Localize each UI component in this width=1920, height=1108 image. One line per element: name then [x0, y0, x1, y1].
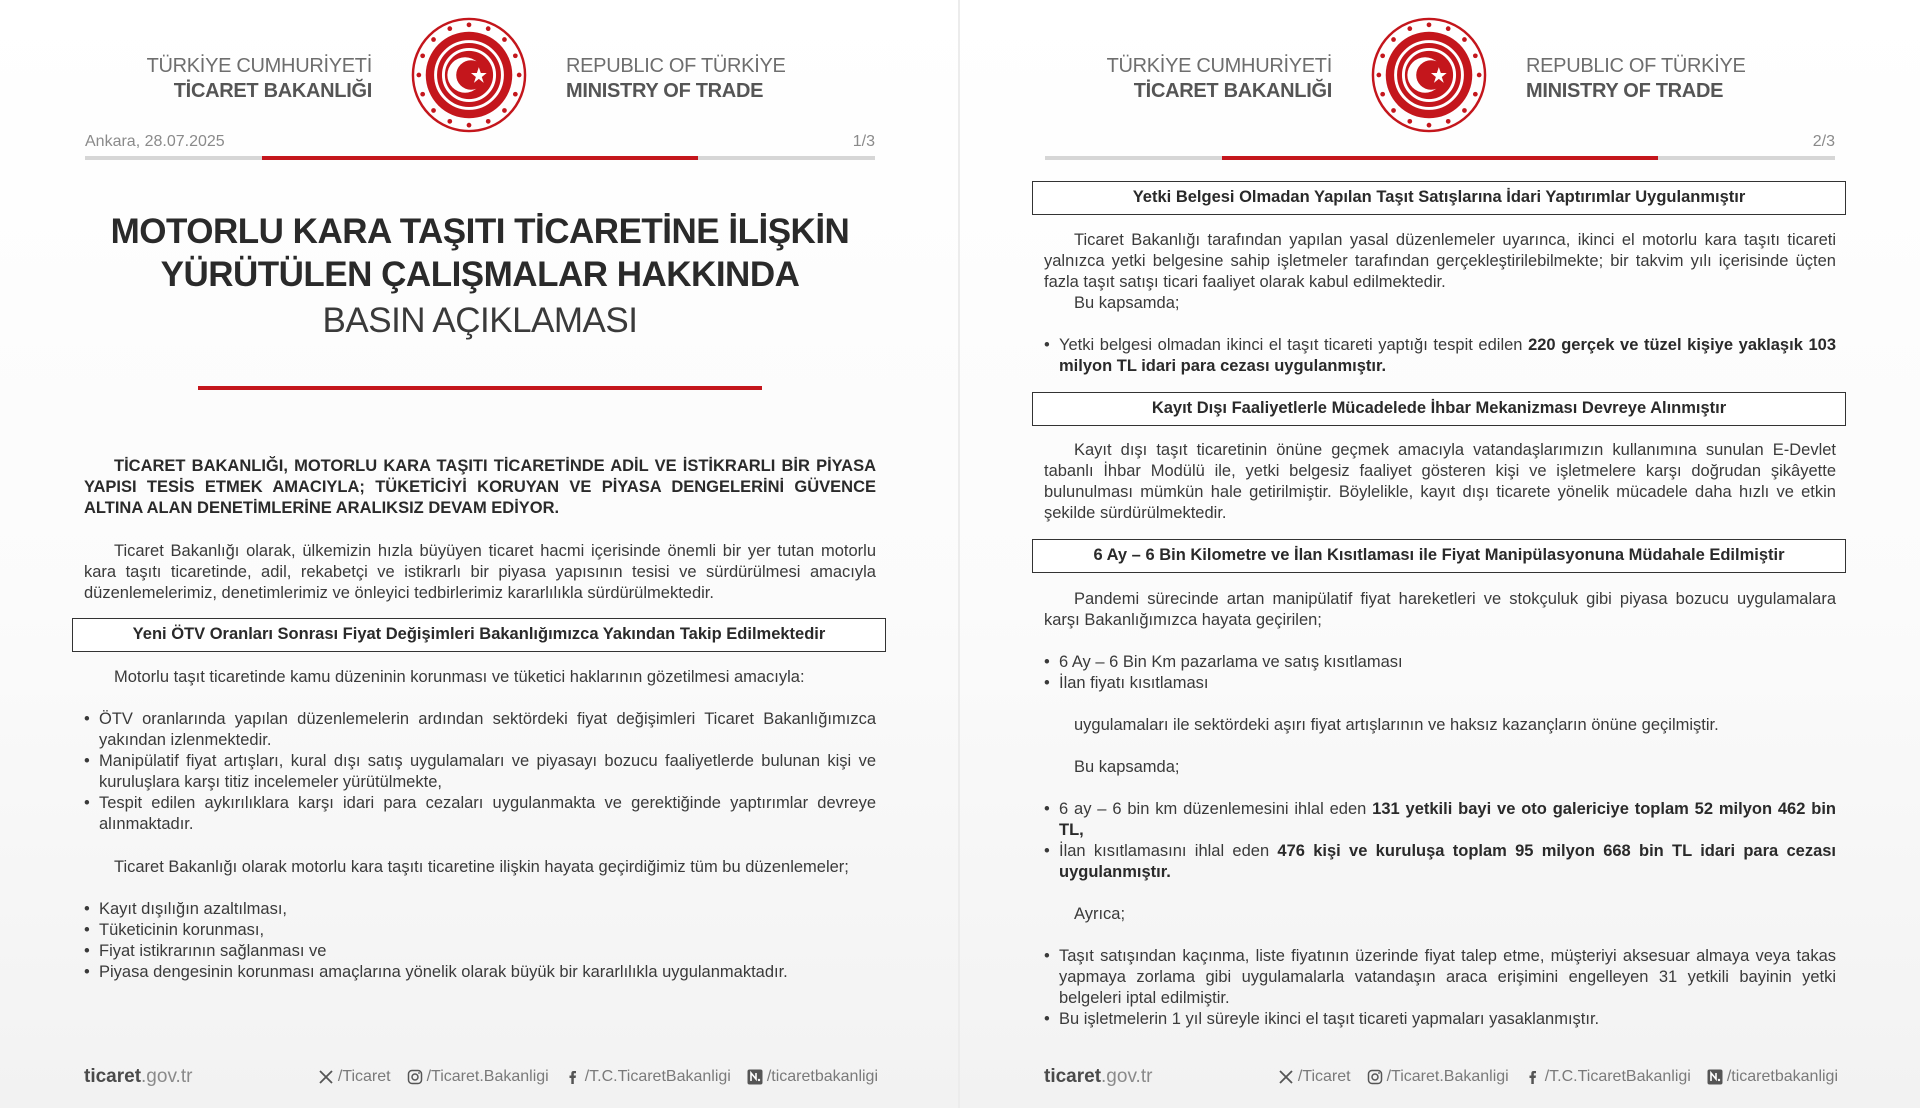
letterhead-english: [1526, 54, 1806, 104]
facebook-link[interactable]: /T.C.TicaretBakanligi: [565, 1068, 731, 1086]
seal-star: [1477, 73, 1482, 78]
letterhead-turkish: [1060, 54, 1332, 104]
list-item: • Tüketicinin korunması,: [84, 920, 876, 941]
x-icon: [318, 1069, 334, 1085]
seal-star: [486, 119, 491, 124]
document-subtitle: BASIN AÇIKLAMASI: [322, 301, 638, 340]
seal-star: [502, 108, 507, 113]
tr-line-1: TÜRKİYE CUMHURİYETİ: [146, 55, 372, 77]
document-title: [60, 210, 900, 296]
seal-star: [1407, 26, 1412, 31]
section3-paragraph: Kayıt dışı taşıt ticaretinin önüne geçmek amacıyla vatandaşlarımızın kullanımına sunulan E-Devlet tabanlı İhbar Modülü ile, yetki belgesiz faaliyet gösteren kişi ve işletmelere karşı doğrudan şikâyette bulunulması mümkün hale getirilmiştir. Böylelikle, kayıt dışı ticarete yönelik mücadele daha hızlı ve etkin şekilde sürdürülmektedir.: [1044, 441, 1836, 522]
en-line-1: REPUBLIC OF TÜRKİYE: [566, 55, 786, 77]
list-item: • Fiyat istikrarının sağlanması ve: [84, 941, 876, 962]
letterhead-turkish: [100, 54, 372, 104]
section4-paragraph: Pandemi sürecinde artan manipülatif fiyat hareketleri ve stokçuluk gibi piyasa bozucu uygulamalara karşı Bakanlığımızca hayata geçirilen;: [1044, 590, 1836, 629]
list-item: • İlan fiyatı kısıtlaması: [1044, 673, 1836, 694]
letterhead-english: [566, 54, 846, 104]
seal-star: [513, 53, 518, 58]
letterhead: [960, 14, 1920, 134]
seal-star: [467, 22, 472, 27]
list-item: • Piyasa dengesinin korunması amaçlarına yönelik olarak büyük bir kararlılıkla uygulanmaktadır.: [84, 962, 876, 983]
seal-star: [1407, 119, 1412, 124]
section-heading-reporting: Kayıt Dışı Faaliyetlerle Mücadelede İhbar Mekanizması Devreye Alınmıştır: [1032, 392, 1846, 426]
seal-star: [467, 123, 472, 128]
ministry-seal-icon: [410, 16, 528, 134]
aims-intro: Ticaret Bakanlığı olarak motorlu kara taşıtı ticaretine ilişkin hayata geçirdiğimiz tüm bu düzenlemeler;: [114, 858, 849, 876]
facebook-link[interactable]: /T.C.TicaretBakanligi: [1525, 1068, 1691, 1086]
seal-star: [486, 26, 491, 31]
seal-star: [420, 92, 425, 97]
intro-paragraph: Ticaret Bakanlığı olarak, ülkemizin hızla büyüyen ticaret hacmi içerisinde önemli bir yer tutan motorlu kara taşıtı ticaretinde, adil, rekabetçi ve istikrarlı bir piyasa yapısının tesisi ve sürdürülmesi amacıyla düzenlemelerimiz, denetimlerimiz ve önleyici tedbirlerimiz kararlılıkla sürdürülmektedir.: [84, 542, 876, 602]
list-item: • 6 ay – 6 bin km düzenlemesini ihlal eden 131 yetkili bayi ve oto galericiye toplam 52 milyon 462 bin TL,: [1044, 799, 1836, 841]
section2-paragraph: Ticaret Bakanlığı tarafından yapılan yasal düzenlemeler uyarınca, ikinci el motorlu kara taşıtı ticareti yalnızca yetki belgesine sahip işletmeler tarafından gerçekleştirilebilmekte; bir takvim yılı içerisinde üçten fazla taşıt satışı ticari faaliyet olarak kabul edilmektedir.: [1044, 231, 1836, 291]
tr-line-2: TİCARET BAKANLIĞI: [1133, 80, 1332, 102]
x-link[interactable]: /Ticaret: [318, 1068, 391, 1086]
header-divider-accent: [262, 156, 698, 160]
nsosyal-link[interactable]: /ticaretbakanligi: [747, 1068, 878, 1086]
seal-star: [431, 37, 436, 42]
social-links: [318, 1068, 878, 1086]
ministry-seal-icon: [1370, 16, 1488, 134]
title-line-1: MOTORLU KARA TAŞITI TİCARETİNE İLİŞKİN: [110, 212, 850, 251]
seal-star: [517, 73, 522, 78]
section2-bullet-list: [1044, 335, 1836, 377]
document-date: Ankara, 28.07.2025: [85, 133, 225, 150]
page-number: 1/3: [852, 133, 875, 150]
seal-star: [447, 119, 452, 124]
section4-scope: Bu kapsamda;: [1074, 758, 1180, 776]
seal-star: [1473, 92, 1478, 97]
website-link[interactable]: ticaret.gov.tr: [84, 1066, 193, 1087]
list-item: • Taşıt satışından kaçınma, liste fiyatının üzerinde fiyat talep etme, müşteriyi aksesuar almaya veya takas yapmaya zorlama gibi uygulamalarla vatandaşın araca erişimini engelleyen 31 yetkili bayinin yetki belgeleri iptal edilmiştir.: [1044, 946, 1836, 1009]
nsosyal-link[interactable]: /ticaretbakanligi: [1707, 1068, 1838, 1086]
seal-star: [513, 92, 518, 97]
instagram-icon: [1367, 1069, 1383, 1085]
list-item: • Tespit edilen aykırılıklara karşı idari para cezaları uygulanmakta ve gerektiğinde yaptırımlar devreye alınmaktadır.: [84, 793, 876, 835]
section1-bullet-list: [84, 709, 876, 835]
seal-star: [1376, 73, 1381, 78]
en-line-1: REPUBLIC OF TÜRKİYE: [1526, 55, 1746, 77]
facebook-icon: [565, 1069, 581, 1085]
seal-star: [1446, 119, 1451, 124]
list-item: • ÖTV oranlarında yapılan düzenlemelerin ardından sektördeki fiyat değişimleri Ticaret Bakanlığımızca yakından izlenmektedir.: [84, 709, 876, 751]
seal-star: [1473, 53, 1478, 58]
seal-star: [1380, 53, 1385, 58]
en-line-2: MINISTRY OF TRADE: [1526, 80, 1724, 102]
section-heading-6-months: 6 Ay – 6 Bin Kilometre ve İlan Kısıtlaması ile Fiyat Manipülasyonuna Müdahale Edilmiştir: [1032, 539, 1846, 573]
section4-restriction-list: [1044, 652, 1836, 694]
section4-result: uygulamaları ile sektördeki aşırı fiyat artışlarının ve haksız kazançların önüne geçilmiştir.: [1074, 716, 1719, 734]
seal-star: [1462, 108, 1467, 113]
instagram-link[interactable]: /Ticaret.Bakanligi: [407, 1068, 549, 1086]
seal-star: [416, 73, 421, 78]
also-label: Ayrıca;: [1074, 905, 1126, 923]
x-icon: [1278, 1069, 1294, 1085]
tr-line-2: TİCARET BAKANLIĞI: [173, 80, 372, 102]
seal-star: [1391, 37, 1396, 42]
seal-star: [1462, 37, 1467, 42]
seal-star: [1446, 26, 1451, 31]
x-link[interactable]: /Ticaret: [1278, 1068, 1351, 1086]
page-footer: [0, 1066, 960, 1092]
page-footer: [960, 1066, 1920, 1092]
penalty-bullet-list: [1044, 799, 1836, 883]
title-divider: [198, 386, 762, 390]
list-item: • 6 Ay – 6 Bin Km pazarlama ve satış kısıtlaması: [1044, 652, 1836, 673]
list-item: • Manipülatif fiyat artışları, kural dışı satış uygulamaları ve piyasayı bozucu faaliyetlerde bulunan kişi ve kuruluşlara karşı titiz incelemeler yürütülmekte,: [84, 751, 876, 793]
social-links: [1278, 1068, 1838, 1086]
nsosyal-icon: [1707, 1069, 1723, 1085]
letterhead: [0, 14, 960, 134]
nsosyal-icon: [747, 1069, 763, 1085]
section-heading-otv: Yeni ÖTV Oranları Sonrası Fiyat Değişimleri Bakanlığımızca Yakından Takip Edilmektedir: [72, 618, 886, 652]
lead-paragraph: TİCARET BAKANLIĞI, MOTORLU KARA TAŞITI TİCARETİNDE ADİL VE İSTİKRARLI BİR PİYASA YAPISI TESİS ETMEK AMACIYLA; TÜKETİCİYİ KORUYAN VE PİYASA DENGELERİNİ GÜVENCE ALTINA ALAN DENETİMLERİNE ARALIKSIZ DEVAM EDİYOR.: [84, 457, 876, 517]
aims-bullet-list: [84, 899, 876, 983]
seal-star: [502, 37, 507, 42]
seal-star: [1427, 123, 1432, 128]
seal-star: [1380, 92, 1385, 97]
title-line-2: YÜRÜTÜLEN ÇALIŞMALAR HAKKINDA: [160, 255, 800, 294]
website-link[interactable]: ticaret.gov.tr: [1044, 1066, 1153, 1087]
tr-line-1: TÜRKİYE CUMHURİYETİ: [1106, 55, 1332, 77]
instagram-link[interactable]: /Ticaret.Bakanligi: [1367, 1068, 1509, 1086]
seal-star: [447, 26, 452, 31]
list-item: • Kayıt dışılığın azaltılması,: [84, 899, 876, 920]
list-item: • Bu işletmelerin 1 yıl süreyle ikinci el taşıt ticareti yapmaları yasaklanmıştır.: [1044, 1009, 1836, 1030]
section-heading-license: Yetki Belgesi Olmadan Yapılan Taşıt Satışlarına İdari Yaptırımlar Uygulanmıştır: [1032, 181, 1846, 215]
header-divider-accent: [1222, 156, 1658, 160]
instagram-icon: [407, 1069, 423, 1085]
seal-star: [420, 53, 425, 58]
list-item: • Yetki belgesi olmadan ikinci el taşıt ticareti yaptığı tespit edilen 220 gerçek ve tüzel kişiye yaklaşık 103 milyon TL idari para cezası uygulanmıştır.: [1044, 335, 1836, 377]
seal-star: [1391, 108, 1396, 113]
section1-intro: Motorlu taşıt ticaretinde kamu düzeninin korunması ve tüketici haklarının gözetilmesi amacıyla:: [114, 668, 805, 686]
seal-star: [431, 108, 436, 113]
en-line-2: MINISTRY OF TRADE: [566, 80, 764, 102]
section2-scope: Bu kapsamda;: [1074, 294, 1180, 312]
also-bullet-list: [1044, 946, 1836, 1030]
seal-star: [1427, 22, 1432, 27]
list-item: • İlan kısıtlamasını ihlal eden 476 kişi ve kuruluşa toplam 95 milyon 668 bin TL idari para cezası uygulanmıştır.: [1044, 841, 1836, 883]
page-number: 2/3: [1812, 133, 1835, 150]
facebook-icon: [1525, 1069, 1541, 1085]
page-2: [960, 0, 1920, 1108]
